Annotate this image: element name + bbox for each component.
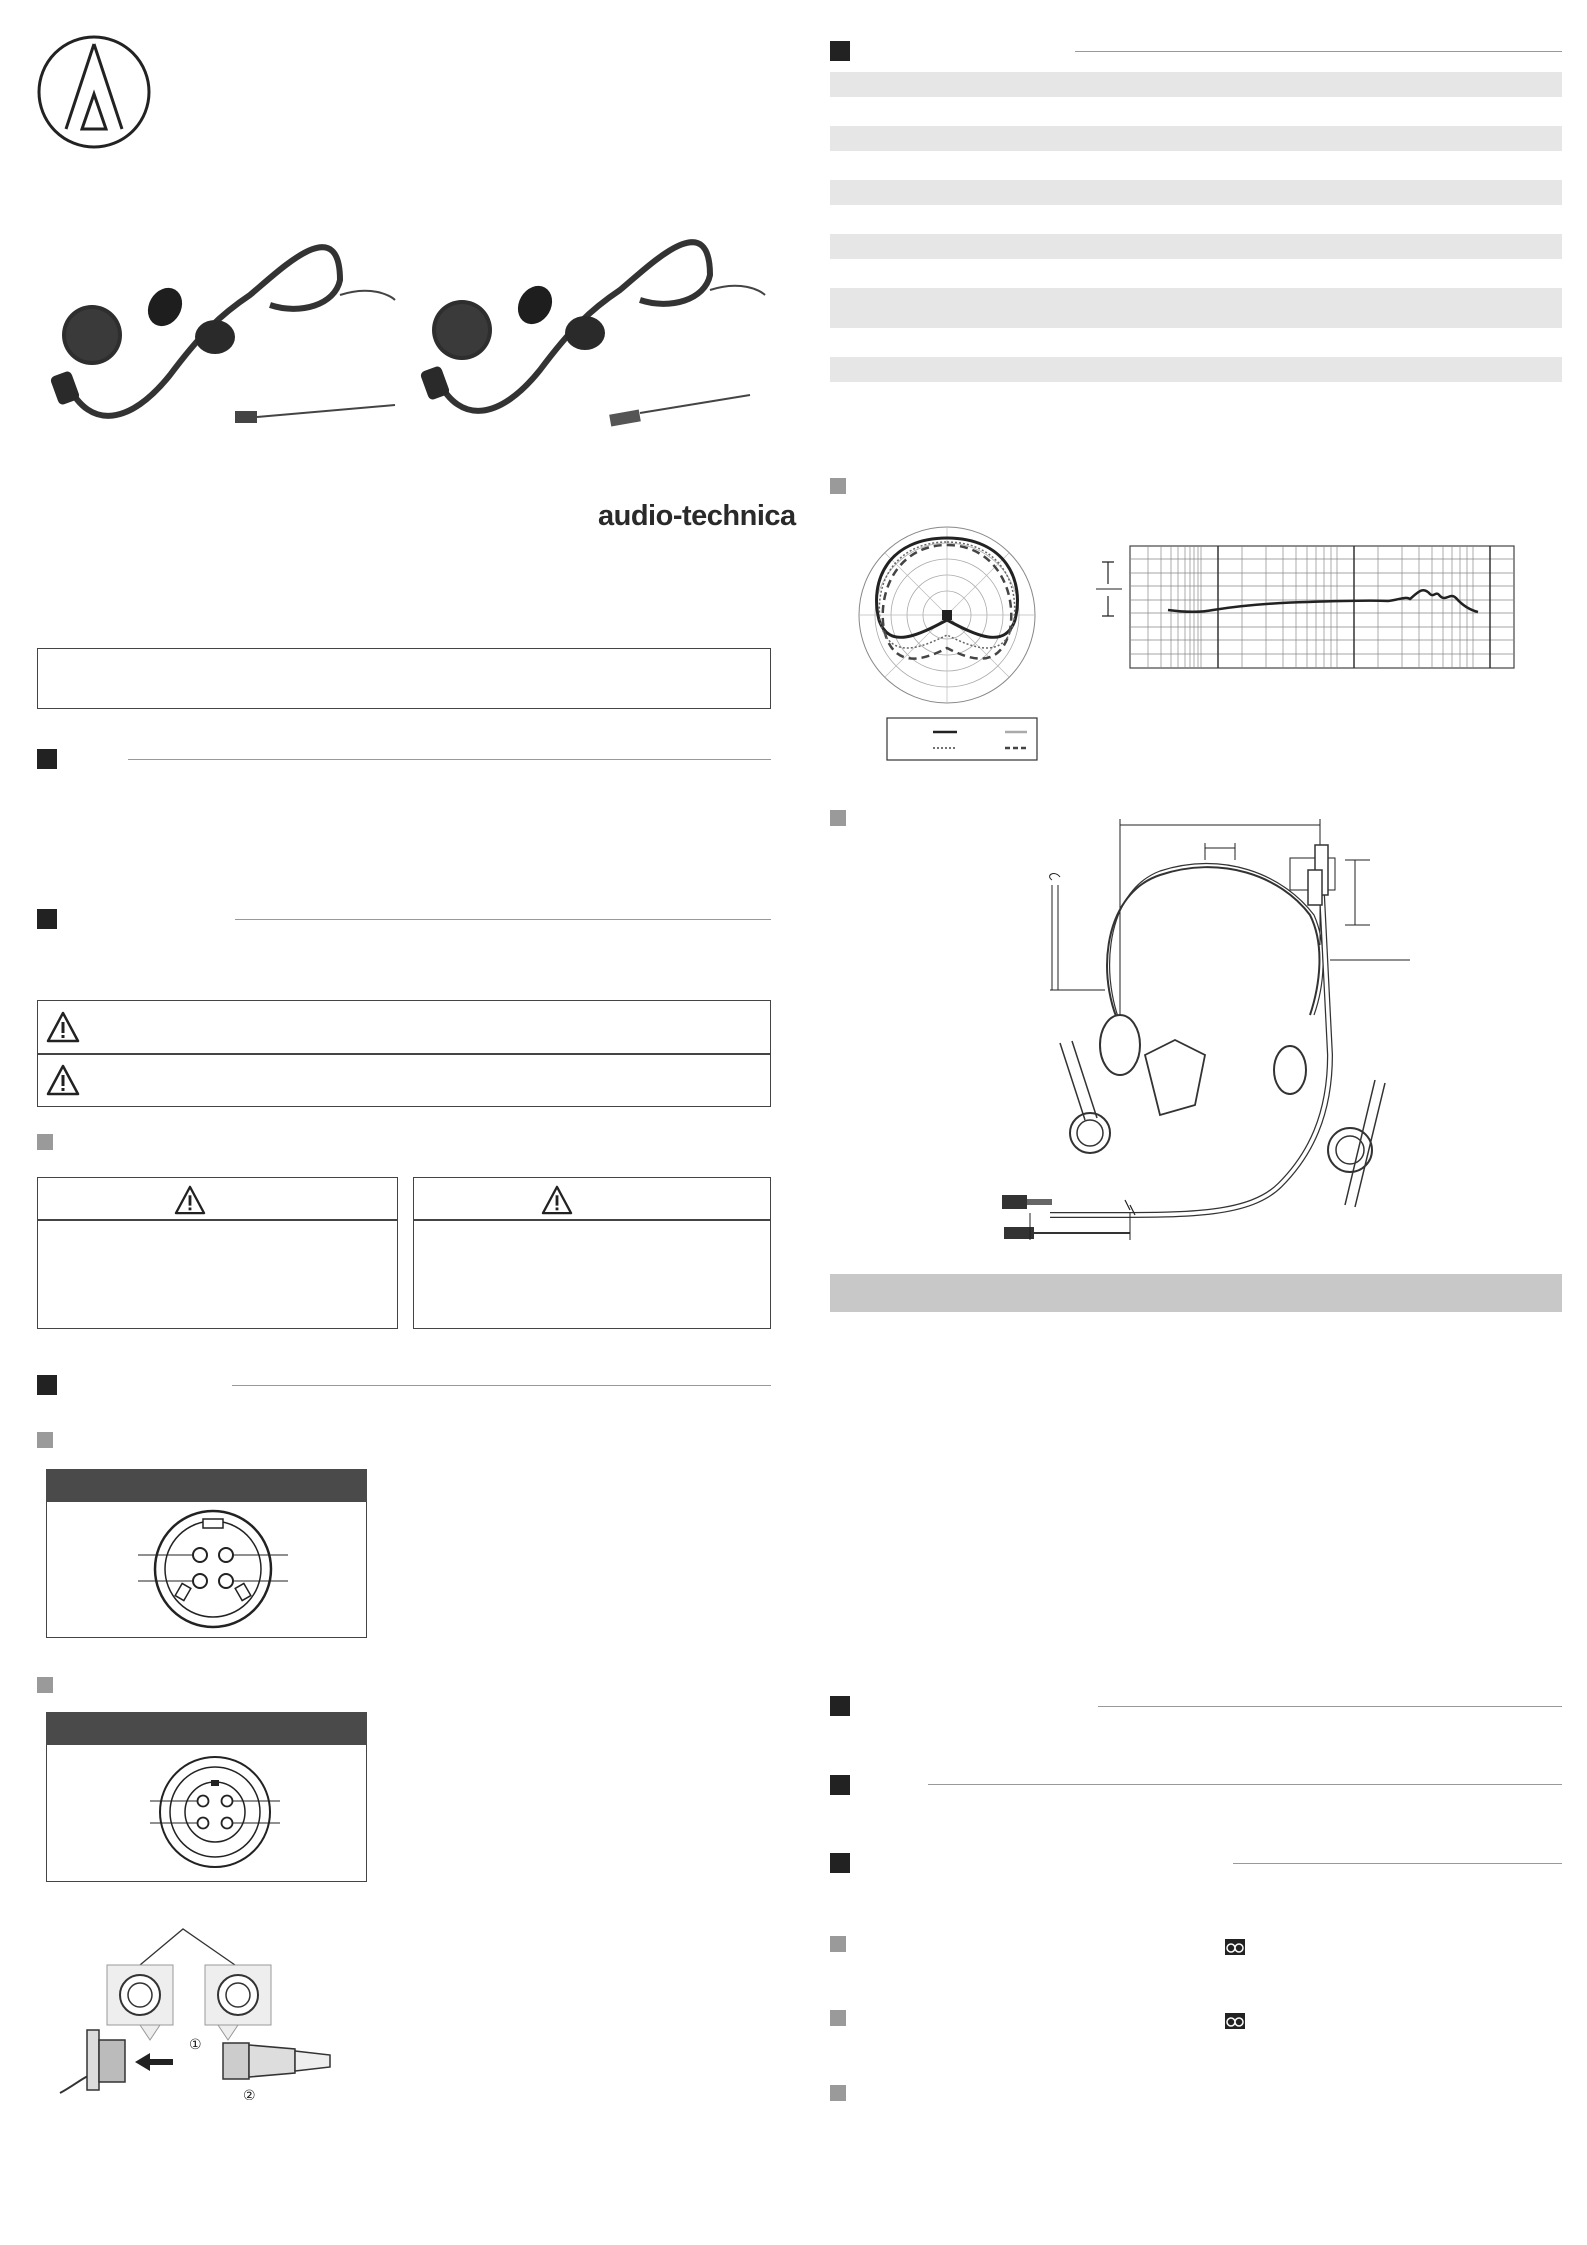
section-banner [830,1274,1562,1312]
brand-wordmark: audio-technica [598,500,796,532]
connection-diagram [55,1925,395,2100]
subsection-marker [830,810,846,826]
spec-row-shade [830,357,1562,382]
subsection-marker [830,478,846,494]
warning-box-left [37,1177,398,1329]
spec-row-shade [830,288,1562,328]
subsection-marker [37,1432,53,1448]
connector-pinout-diagram [140,1752,290,1877]
dimensions-diagram [990,815,1430,1255]
section-marker [37,909,57,929]
section-rule [128,759,771,760]
section-marker [830,41,850,61]
spec-row-shade [830,72,1562,97]
subsection-marker [830,2085,846,2101]
audio-technica-logo [36,34,152,150]
connector-pinout-diagram [130,1505,290,1635]
section-rule [1075,51,1562,52]
section-marker [37,749,57,769]
connector-panel-header [46,1469,367,1502]
polar-pattern-diagram [855,520,1045,770]
section-marker [37,1375,57,1395]
notice-box [37,648,771,709]
caution-box-right [413,1177,771,1329]
warning-icon [174,1185,206,1215]
section-rule [232,1385,771,1386]
product-photo-right [420,225,780,435]
section-rule [1233,1863,1562,1864]
rca-connector-icon [1224,2012,1246,2030]
subsection-marker [830,2010,846,2026]
warning-icon [46,1011,80,1043]
divider [413,1219,771,1221]
subsection-marker [37,1677,53,1693]
caution-icon [541,1185,573,1215]
spec-row-shade [830,126,1562,151]
section-marker [830,1696,850,1716]
divider [37,1219,398,1221]
section-rule [1098,1706,1562,1707]
subsection-marker [37,1134,53,1150]
spec-row-shade [830,180,1562,205]
section-marker [830,1853,850,1873]
spec-row-shade [830,234,1562,259]
subsection-marker [830,1936,846,1952]
rca-connector-icon [1224,1938,1246,1956]
section-rule [235,919,771,920]
section-marker [830,1775,850,1795]
divider [37,1053,771,1055]
step-one-label: ① [189,2037,202,2053]
connector-panel-header [46,1712,367,1745]
frequency-response-chart [1088,540,1518,675]
product-photo-left [50,225,410,435]
section-rule [928,1784,1562,1785]
caution-icon [46,1064,80,1096]
step-two-label: ② [243,2088,256,2100]
